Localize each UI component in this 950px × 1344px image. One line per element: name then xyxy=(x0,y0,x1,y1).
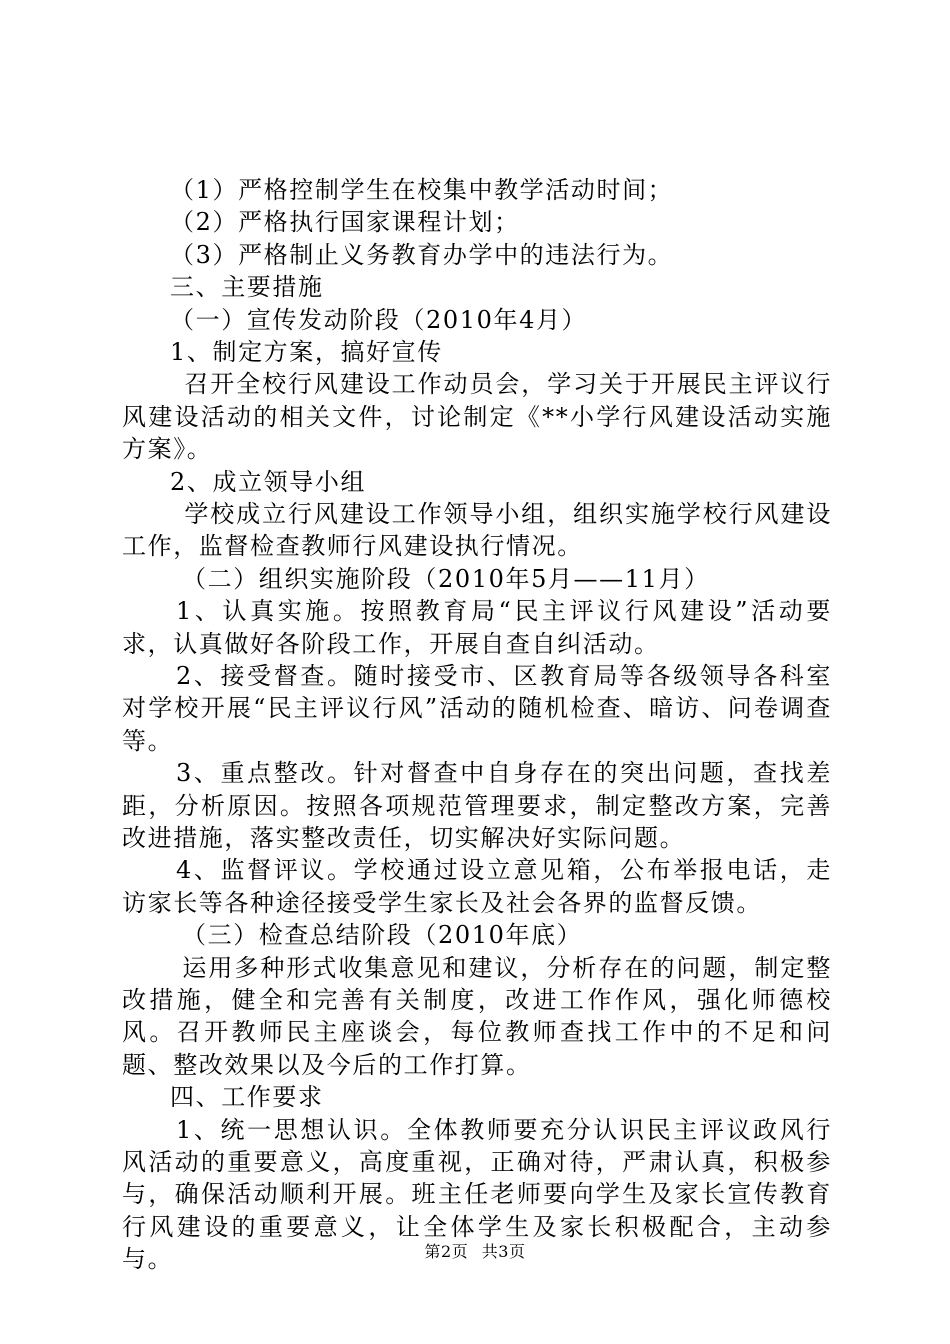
section-heading: 三、主要措施 xyxy=(170,273,324,302)
paragraph xyxy=(122,595,832,660)
paragraph xyxy=(122,498,832,563)
page-footer xyxy=(0,1242,950,1262)
text-line: （1）严格控制学生在校集中教学活动时间； xyxy=(170,176,674,204)
paragraph-text: 运用多种形式收集意见和建议，分析存在的问题，制定整改措施，健全和完善有关制度，改进工作作风，强化师德校风。召开教师民主座谈会，每位教师查找工作中的不足和问题、整改效果以及今后的工作打算。 xyxy=(122,953,832,1079)
paragraph-text: 1、认真实施。按照教育局“民主评议行风建设”活动要求，认真做好各阶段工作，开展自查自纠活动。 xyxy=(122,597,832,658)
paragraph-text: 3、重点整改。针对督查中自身存在的突出问题，查找差距，分析原因。按照各项规范管理要求，制定整改方案，完善改进措施，落实整改责任，切实解决好实际问题。 xyxy=(122,759,832,852)
paragraph xyxy=(122,757,832,854)
paragraph-text: 学校成立行风建设工作领导小组，组织实施学校行风建设工作，监督检查教师行风建设执行情况。 xyxy=(122,499,832,561)
paragraph xyxy=(122,660,832,757)
item-heading: 2、成立领导小组 xyxy=(170,467,367,496)
subsection-heading: （一）宣传发动阶段（2010年4月） xyxy=(170,305,588,334)
subsection-heading: （三）检查总结阶段（2010年底） xyxy=(182,921,583,950)
subsection-heading: （二）组织实施阶段（2010年5月——11月） xyxy=(182,564,710,593)
paragraph-text: 召开全校行风建设工作动员会，学习关于开展民主评议行风建设活动的相关文件，讨论制定《**小学行风建设活动实施方案》。 xyxy=(122,370,832,464)
text-line: （3）严格制止义务教育办学中的违法行为。 xyxy=(170,240,674,269)
paragraph xyxy=(122,368,832,465)
page-number: 第2页 xyxy=(424,1242,469,1261)
paragraph xyxy=(122,952,832,1082)
paragraph-text: 1、统一思想认识。全体教师要充分认识民主评议政风行风活动的重要意义，高度重视，正确对待，严肃认真，积极参与，确保活动顺利开展。班主任老师要向学生及家长宣传教育行风建设的重要意义，让全体学生及家长积极配合，主动参与。 xyxy=(122,1115,832,1274)
document-body xyxy=(122,174,832,1276)
text-line: （2）严格执行国家课程计划； xyxy=(170,208,520,237)
paragraph-text: 4、监督评议。学校通过设立意见箱，公布举报电话，走访家长等各种途径接受学生家长及社会各界的监督反馈。 xyxy=(122,856,832,917)
item-heading: 1、制定方案，搞好宣传 xyxy=(170,337,443,366)
paragraph xyxy=(122,854,832,919)
page-total: 共3页 xyxy=(481,1242,526,1261)
paragraph-text: 2、接受督查。随时接受市、区教育局等各级领导各科室对学校开展“民主评议行风”活动的随机检查、暗访、问卷调查等。 xyxy=(122,661,832,755)
section-heading: 四、工作要求 xyxy=(170,1083,324,1112)
